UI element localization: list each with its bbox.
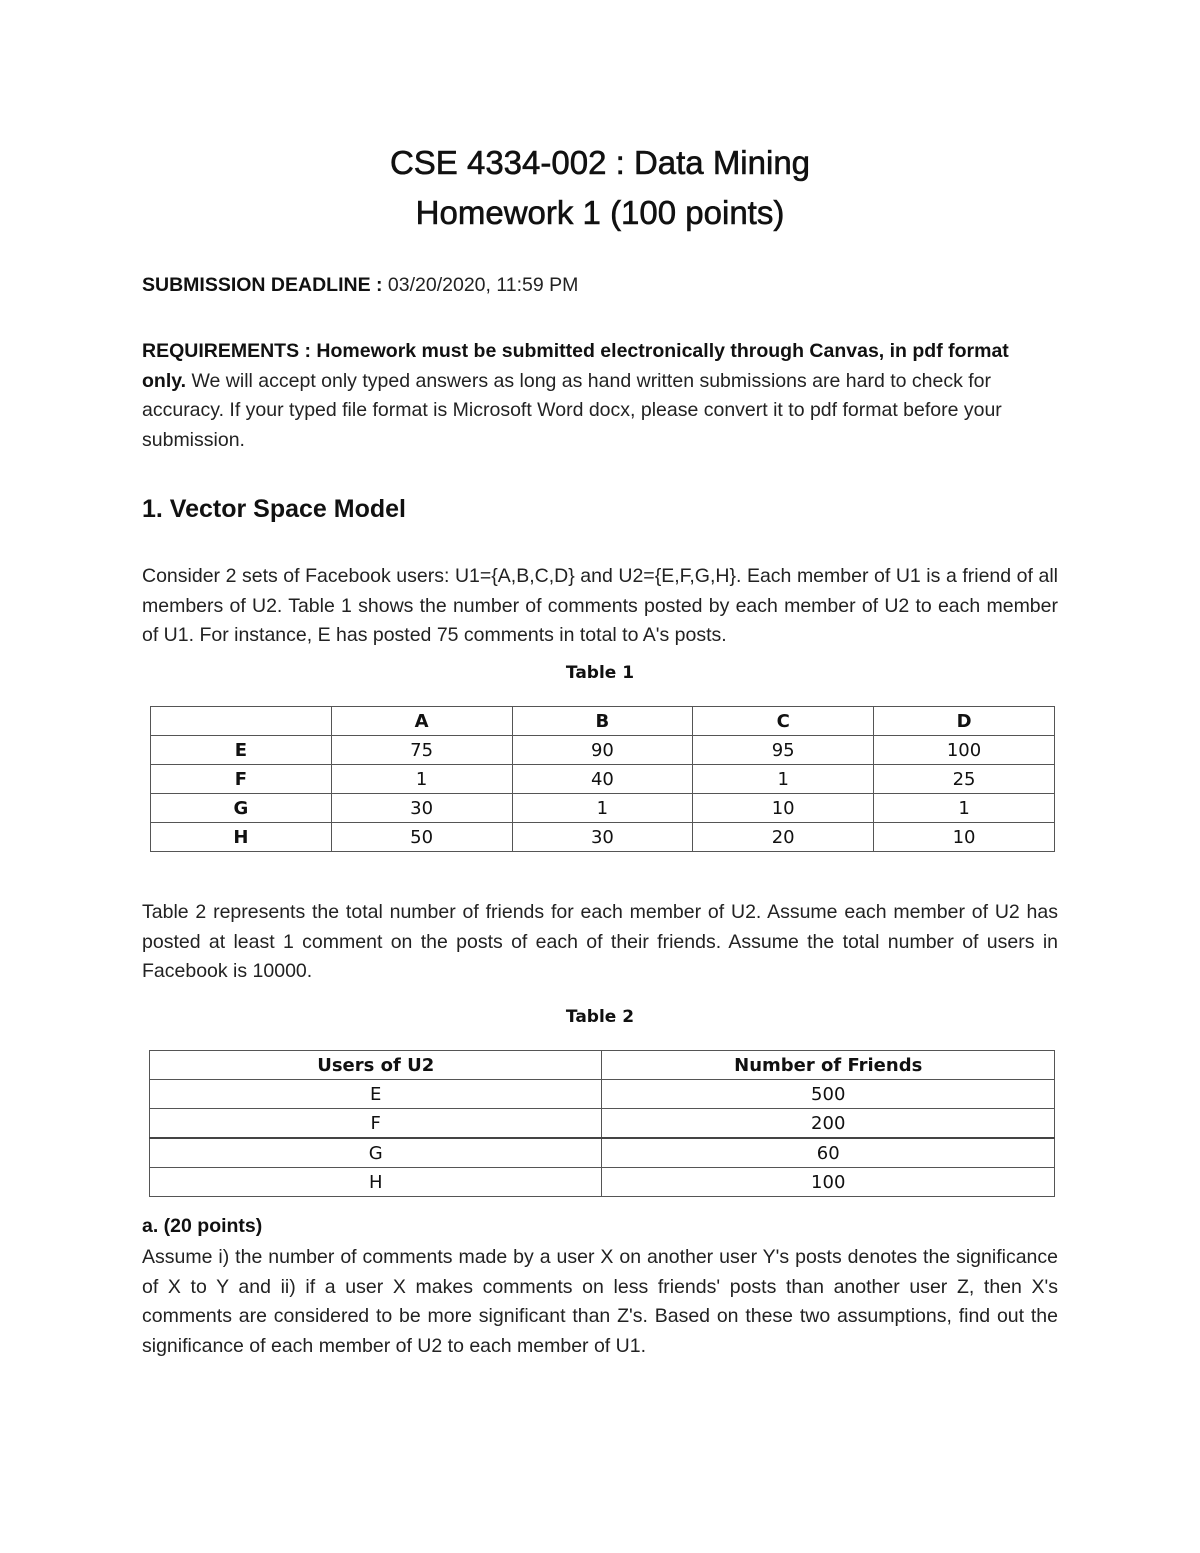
- table-header-cell: A: [331, 707, 512, 736]
- row-label: G: [151, 794, 332, 823]
- table-header-row: [151, 707, 1055, 736]
- table-cell: 50: [331, 823, 512, 852]
- table-header-cell: [151, 707, 332, 736]
- table-cell: 25: [874, 765, 1055, 794]
- table-cell: 10: [693, 794, 874, 823]
- row-label: F: [151, 765, 332, 794]
- table-cell: H: [150, 1168, 602, 1197]
- table-row: [150, 1109, 1055, 1139]
- table-row: [150, 1138, 1055, 1168]
- table-cell: 60: [602, 1138, 1055, 1168]
- table-cell: 1: [874, 794, 1055, 823]
- table-row: [151, 736, 1055, 765]
- table2: [149, 1050, 1055, 1197]
- requirements-paragraph: [142, 337, 1058, 455]
- table-cell: 1: [693, 765, 874, 794]
- table2-description: Table 2 represents the total number of friends for each member of U2. Assume each member of U2 has posted at least 1 comment on the posts of each of their friends. Assume the total number of users in Facebook is 10000.: [142, 901, 1058, 982]
- table-row: [151, 823, 1055, 852]
- part-a-label: a. (20 points): [142, 1215, 263, 1237]
- table-header-cell: B: [512, 707, 693, 736]
- submission-deadline: [142, 271, 1058, 301]
- table1: [150, 706, 1055, 852]
- table-cell: G: [150, 1138, 602, 1168]
- part-a-text: Assume i) the number of comments made by a user X on another user Y's posts denotes the significance of X to Y and ii) if a user X makes comments on less friends' posts than another user Z, then X's comments are considered to be more significant than Z's. Based on these two assumptions, find out the significance of each member of U2 to each member of U1.: [142, 1246, 1058, 1357]
- requirements-bold-text: Homework must be submitted electronically through Canvas, in pdf format only.: [142, 340, 1009, 392]
- table-cell: E: [150, 1080, 602, 1109]
- title-block: [0, 138, 1200, 238]
- section-heading: 1. Vector Space Model: [142, 495, 406, 523]
- deadline-value: 03/20/2020, 11:59 PM: [382, 274, 579, 296]
- requirements-text: We will accept only typed answers as long as hand written submissions are hard to check for accuracy. If your typed file format is Microsoft Word docx, please convert it to pdf format before your submission.: [142, 369, 1002, 451]
- table-header-row: [150, 1051, 1055, 1080]
- table-cell: 90: [512, 736, 693, 765]
- requirements-label: REQUIREMENTS :: [142, 340, 312, 362]
- table-cell: 1: [331, 765, 512, 794]
- table-row: [150, 1080, 1055, 1109]
- course-title: CSE 4334-002 : Data Mining: [389, 144, 811, 181]
- table-cell: 100: [602, 1168, 1055, 1197]
- homework-title: Homework 1 (100 points): [415, 194, 785, 231]
- deadline-label: SUBMISSION DEADLINE :: [142, 274, 383, 296]
- table-row: [150, 1168, 1055, 1197]
- row-label: E: [151, 736, 332, 765]
- table1-caption: Table 1: [565, 663, 635, 683]
- table-cell: 40: [512, 765, 693, 794]
- table-header-cell: Users of U2: [150, 1051, 602, 1080]
- table-cell: 500: [602, 1080, 1055, 1109]
- table-cell: F: [150, 1109, 602, 1139]
- table-header-cell: D: [874, 707, 1055, 736]
- table-cell: 30: [331, 794, 512, 823]
- table-cell: 30: [512, 823, 693, 852]
- table-cell: 20: [693, 823, 874, 852]
- table-row: [151, 765, 1055, 794]
- table-cell: 1: [512, 794, 693, 823]
- table2-caption: Table 2: [565, 1007, 635, 1027]
- table-header-cell: C: [693, 707, 874, 736]
- table-header-cell: Number of Friends: [602, 1051, 1055, 1080]
- row-label: H: [151, 823, 332, 852]
- table-cell: 10: [874, 823, 1055, 852]
- table-cell: 100: [874, 736, 1055, 765]
- table-row: [151, 794, 1055, 823]
- table-cell: 95: [693, 736, 874, 765]
- table-cell: 200: [602, 1109, 1055, 1139]
- section-intro: Consider 2 sets of Facebook users: U1={A,B,C,D} and U2={E,F,G,H}. Each member of U1 is a friend of all members of U2. Table 1 shows the number of comments posted by each member of U2 to each member of U1. For instance, E has posted 75 comments in total to A's posts.: [142, 565, 1058, 646]
- table-cell: 75: [331, 736, 512, 765]
